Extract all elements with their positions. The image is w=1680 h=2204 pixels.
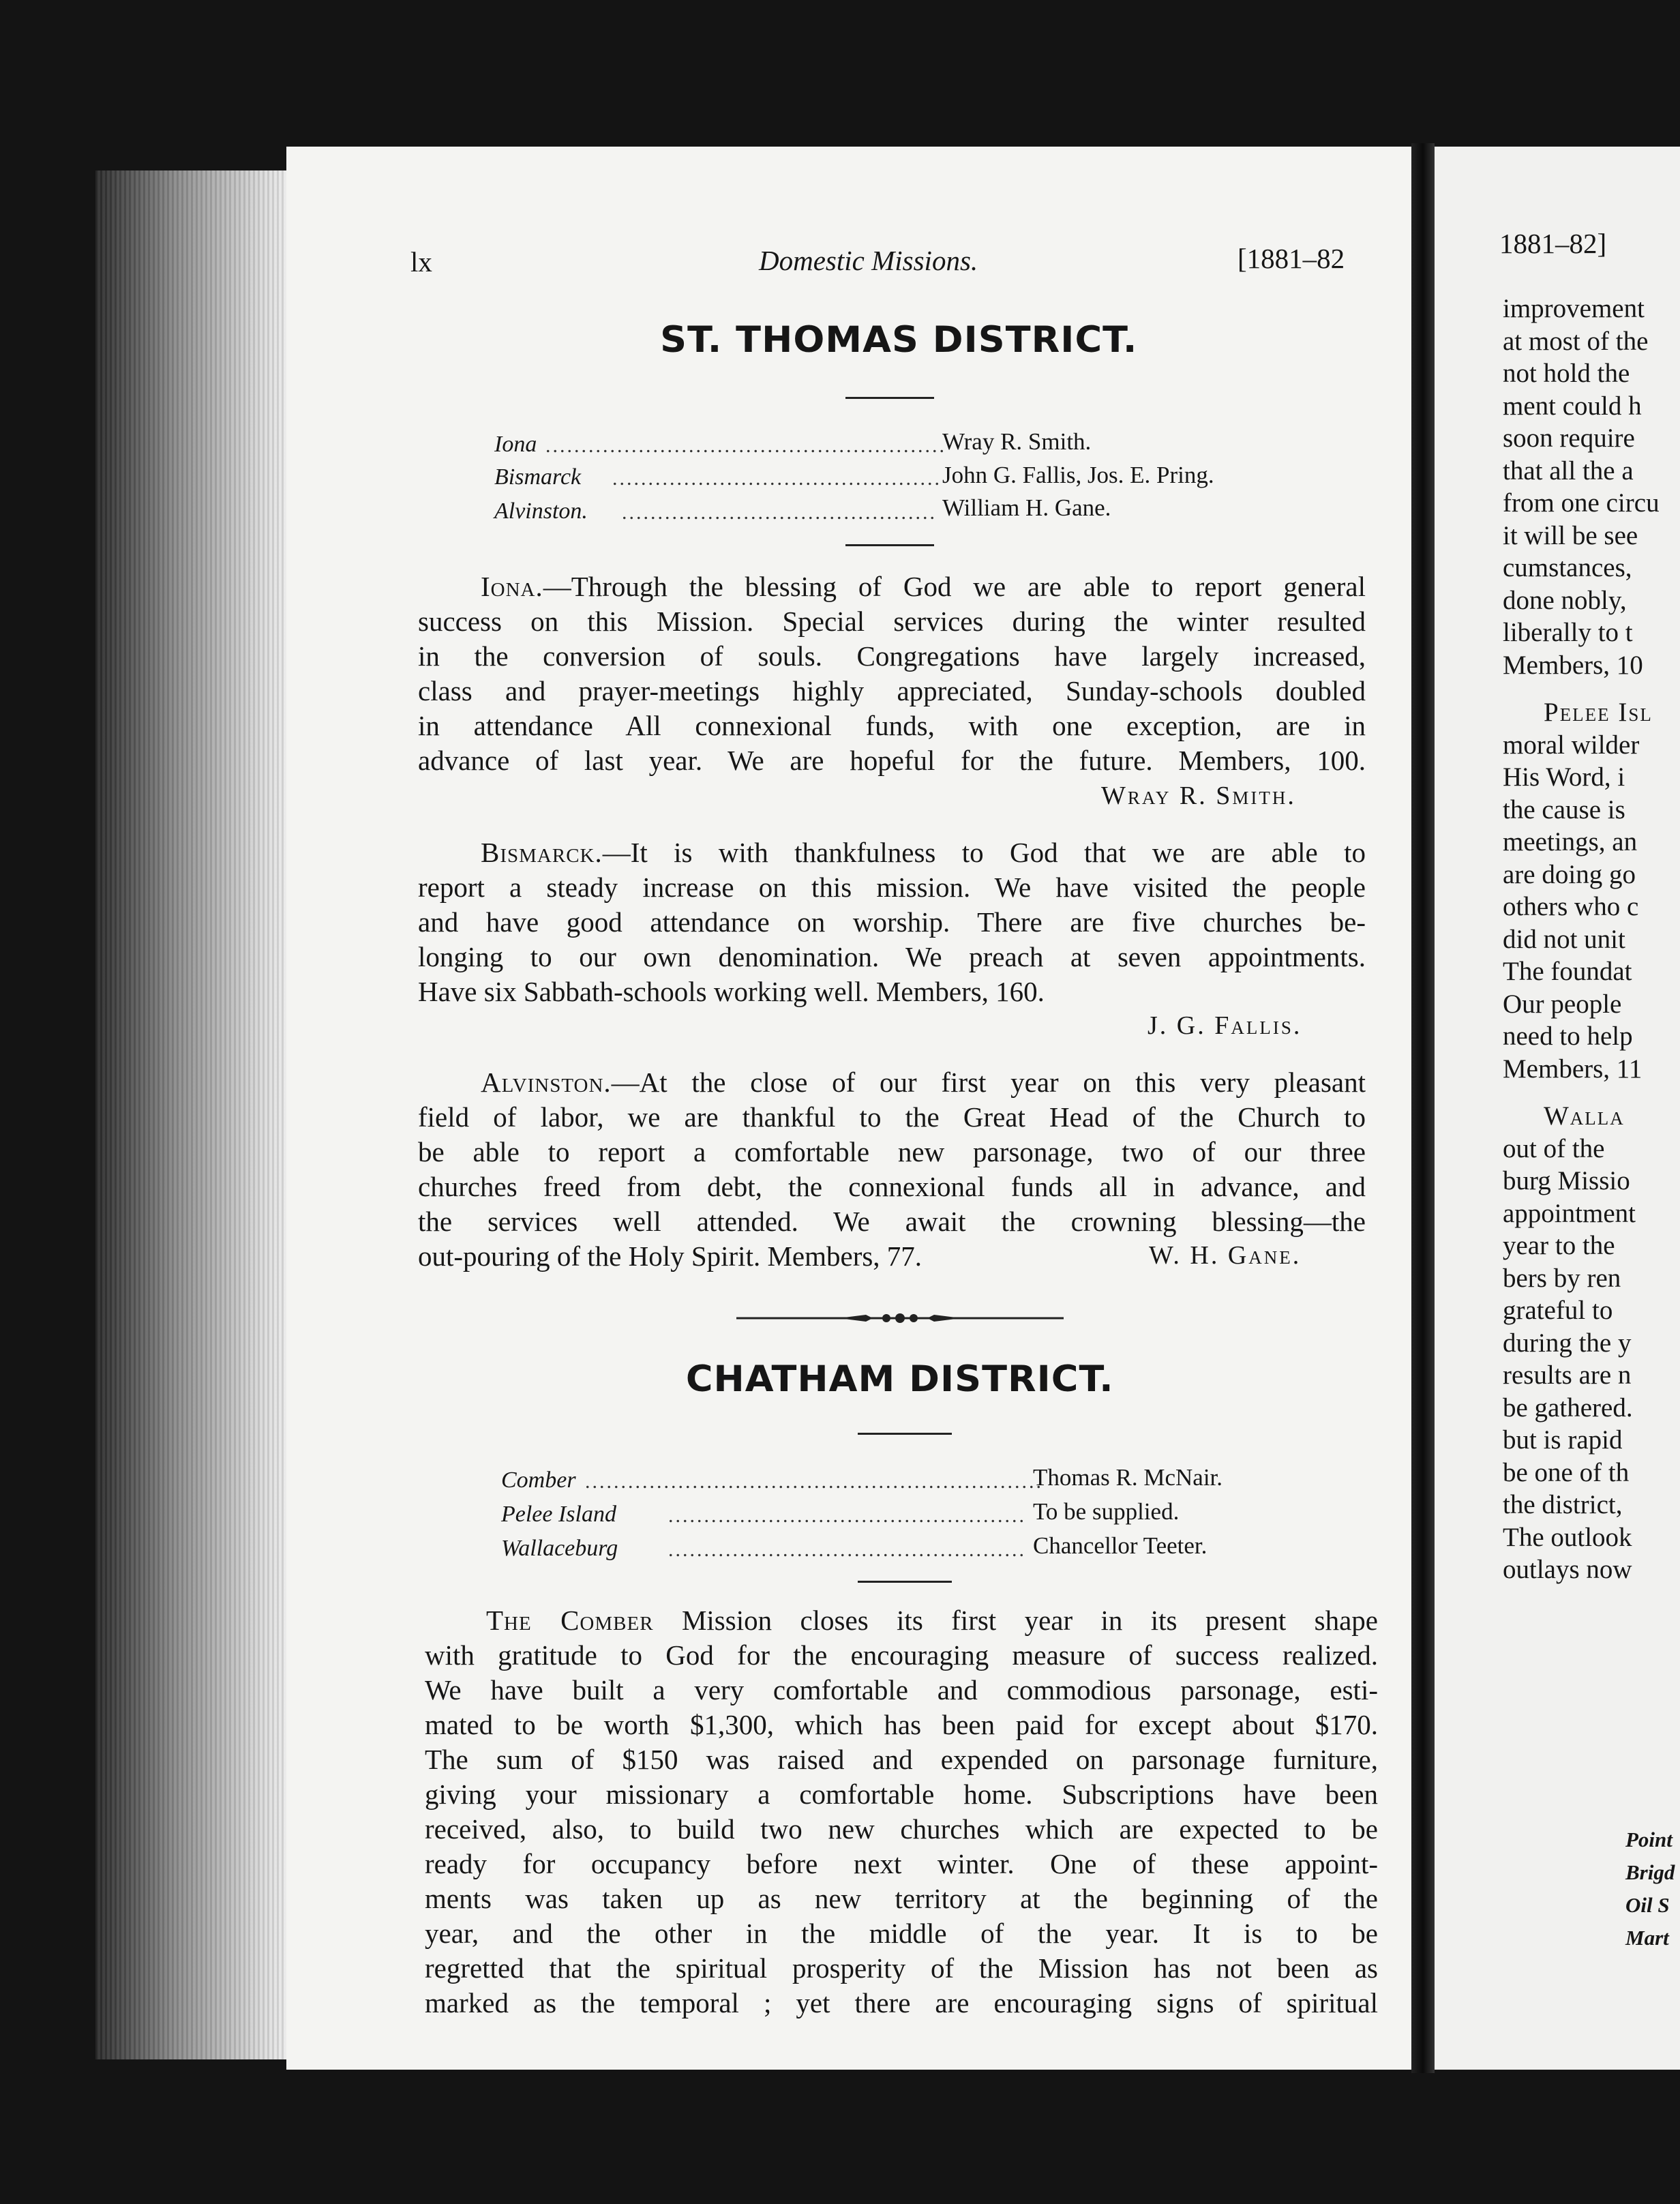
report-line: with gratitude to God for the encouraging measure of success realized. <box>425 1639 1378 1671</box>
report-line: field of labor, we are thankful to the Great Head of the Church to <box>418 1101 1366 1133</box>
facing-page-line: improvement <box>1503 294 1645 323</box>
facing-page-line: outlays now <box>1503 1555 1632 1584</box>
facing-page-line: need to help <box>1503 1022 1633 1051</box>
facing-page-line: burg Missio <box>1503 1166 1630 1195</box>
report-lead: Alvinston. <box>481 1067 612 1098</box>
facing-page-line: the cause is <box>1503 794 1625 824</box>
report-line: be able to report a comfortable new parsonage, two of our three <box>418 1136 1366 1167</box>
leader-dots: .................................................. <box>668 1538 1026 1561</box>
report-iona <box>418 569 1366 778</box>
divider <box>845 544 934 546</box>
report-line: Iona.—Through the blessing of God we are able to report general <box>481 571 1366 602</box>
facing-page-line: His Word, i <box>1503 762 1625 792</box>
facing-page-line: during the y <box>1503 1328 1632 1358</box>
appointment-preacher: John G. Fallis, Jos. E. Pring. <box>942 462 1214 488</box>
appointment-place: Pelee Island <box>501 1502 616 1527</box>
facing-page-line: did not unit <box>1503 924 1625 954</box>
report-line: Bismarck.—It is with thankfulness to God that we are able to <box>481 837 1366 868</box>
facing-page-list-item: Point <box>1625 1828 1672 1851</box>
book-page-edges <box>95 170 293 2059</box>
facing-page-line: bers by ren <box>1503 1263 1621 1293</box>
report-line: and have good attendance on worship. There are five churches be- <box>418 906 1366 938</box>
signature: W. H. Gane. <box>1149 1241 1302 1270</box>
report-line: marked as the temporal ; yet there are encouraging signs of spiritual <box>425 1987 1378 2019</box>
book-gutter <box>1411 143 1435 2073</box>
report-line: advance of last year. We are hopeful for the future. Members, 100. <box>418 745 1366 776</box>
facing-page-list-item: Brigd <box>1625 1860 1675 1884</box>
facing-page-list-item: Oil S <box>1625 1893 1670 1917</box>
report-line: churches freed from debt, the connexional funds all in advance, and <box>418 1171 1366 1202</box>
facing-page-line: Our people <box>1503 989 1622 1019</box>
left-page <box>286 147 1411 2070</box>
facing-page-line: meetings, an <box>1503 827 1638 857</box>
report-line: in the conversion of souls. Congregations have largely increased, <box>418 640 1366 672</box>
facing-page-header: 1881–82] <box>1499 228 1607 259</box>
leader-dots: .............................................. <box>612 467 942 490</box>
facing-page-line: soon require <box>1503 423 1635 453</box>
report-line: the services well attended. We await the crowning blessing—the <box>418 1206 1366 1237</box>
facing-page-line: moral wilder <box>1503 730 1640 760</box>
facing-page-line: the district, <box>1503 1490 1623 1519</box>
page-number: lx <box>410 246 432 278</box>
report-line: mated to be worth $1,300, which has been paid for except about $170. <box>425 1709 1378 1740</box>
leader-dots: ........................................................ <box>545 434 946 457</box>
report-bismarck <box>418 835 1366 1009</box>
leader-dots: ............................................ <box>622 501 937 524</box>
report-line: class and prayer-meetings highly appreciated, Sunday-schools doubled <box>418 675 1366 706</box>
report-line: The sum of $150 was raised and expended on parsonage furniture, <box>425 1744 1378 1775</box>
facing-page-line: results are n <box>1503 1360 1632 1390</box>
appointment-preacher: Thomas R. McNair. <box>1033 1464 1223 1491</box>
report-lead: Bismarck. <box>481 837 603 868</box>
appointment-preacher: Wray R. Smith. <box>942 428 1092 455</box>
ornamental-divider <box>736 1310 1064 1326</box>
facing-page <box>1435 147 1680 2070</box>
report-line: in attendance All connexional funds, with one exception, are in <box>418 710 1366 741</box>
report-line: regretted that the spiritual prosperity of the Mission has not been as <box>425 1952 1378 1984</box>
leader-dots: .................................................. <box>668 1504 1026 1527</box>
leader-dots: ................................................................ <box>585 1470 1043 1493</box>
signature: Wray R. Smith. <box>1101 781 1296 810</box>
facing-page-line: The outlook <box>1503 1522 1632 1552</box>
divider <box>858 1433 952 1435</box>
report-comber <box>425 1603 1378 2021</box>
facing-page-line: ment could h <box>1503 391 1642 421</box>
facing-page-line: appointment <box>1503 1198 1636 1228</box>
appointment-preacher: William H. Gane. <box>942 494 1111 521</box>
year-bracket: [1881–82 <box>1238 243 1345 274</box>
report-lead: Iona. <box>481 571 543 602</box>
report-line: We have built a very comfortable and commodious parsonage, esti- <box>425 1674 1378 1706</box>
report-line: ments was taken up as new territory at the beginning of the <box>425 1883 1378 1914</box>
report-line: ready for occupancy before next winter. One of these appoint- <box>425 1848 1378 1879</box>
appointment-place: Comber <box>501 1468 576 1493</box>
facing-page-line: that all the a <box>1503 456 1634 486</box>
facing-page-line: at most of the <box>1503 326 1649 356</box>
report-line: received, also, to build two new churches which are expected to be <box>425 1813 1378 1845</box>
appointment-preacher: Chancellor Teeter. <box>1033 1532 1208 1559</box>
report-line: report a steady increase on this mission. We have visited the people <box>418 872 1366 903</box>
facing-page-line: Members, 11 <box>1503 1054 1642 1084</box>
appointment-place: Wallaceburg <box>501 1536 618 1561</box>
report-line: year, and the other in the middle of the year. It is to be <box>425 1918 1378 1949</box>
district-title-chatham: CHATHAM DISTRICT. <box>685 1358 1114 1400</box>
report-line: out-pouring of the Holy Spirit. Members, 77. <box>418 1240 922 1272</box>
facing-page-line: are doing go <box>1503 859 1636 889</box>
facing-page-line: The foundat <box>1503 957 1632 986</box>
report-line: The Comber Mission closes its first year in its present shape <box>486 1605 1378 1636</box>
facing-page-line: out of the <box>1503 1133 1605 1163</box>
facing-page-line: Members, 10 <box>1503 650 1643 680</box>
facing-page-line: from one circu <box>1503 488 1660 518</box>
report-line: longing to our own denomination. We preach at seven appointments. <box>418 941 1366 972</box>
facing-page-line: done nobly, <box>1503 585 1627 615</box>
facing-page-line: liberally to t <box>1503 618 1633 647</box>
facing-page-line: be one of th <box>1503 1457 1630 1487</box>
divider <box>858 1581 952 1583</box>
facing-page-line: it will be see <box>1503 520 1638 550</box>
facing-page-line: others who c <box>1503 892 1639 921</box>
facing-page-line: cumstances, <box>1503 553 1632 582</box>
report-lead: The Comber <box>486 1605 654 1636</box>
facing-page-line: grateful to <box>1503 1296 1613 1325</box>
facing-page-list-item: Mart <box>1625 1926 1669 1950</box>
report-line: giving your missionary a comfortable home. Subscriptions have been <box>425 1778 1378 1810</box>
signature: J. G. Fallis. <box>1148 1011 1302 1040</box>
report-line: Have six Sabbath-schools working well. Members, 160. <box>418 976 1045 1007</box>
appointment-place: Alvinston. <box>494 498 588 524</box>
facing-page-line: but is rapid <box>1503 1425 1623 1455</box>
facing-page-line: Pelee Isl <box>1544 698 1653 727</box>
facing-page-line: Walla <box>1544 1101 1625 1131</box>
appointment-place: Bismarck <box>494 464 582 490</box>
divider <box>845 397 934 399</box>
appointment-preacher: To be supplied. <box>1033 1498 1180 1525</box>
report-line: success on this Mission. Special services during the winter resulted <box>418 606 1366 637</box>
report-line: Alvinston.—At the close of our first year on this very pleasant <box>481 1067 1366 1098</box>
facing-page-line: year to the <box>1503 1231 1615 1260</box>
district-title-st-thomas: ST. THOMAS DISTRICT. <box>660 319 1138 361</box>
appointment-place: Iona <box>494 432 537 457</box>
facing-page-line: not hold the <box>1503 359 1630 388</box>
running-title: Domestic Missions. <box>759 245 978 276</box>
facing-page-line: be gathered. <box>1503 1393 1633 1423</box>
